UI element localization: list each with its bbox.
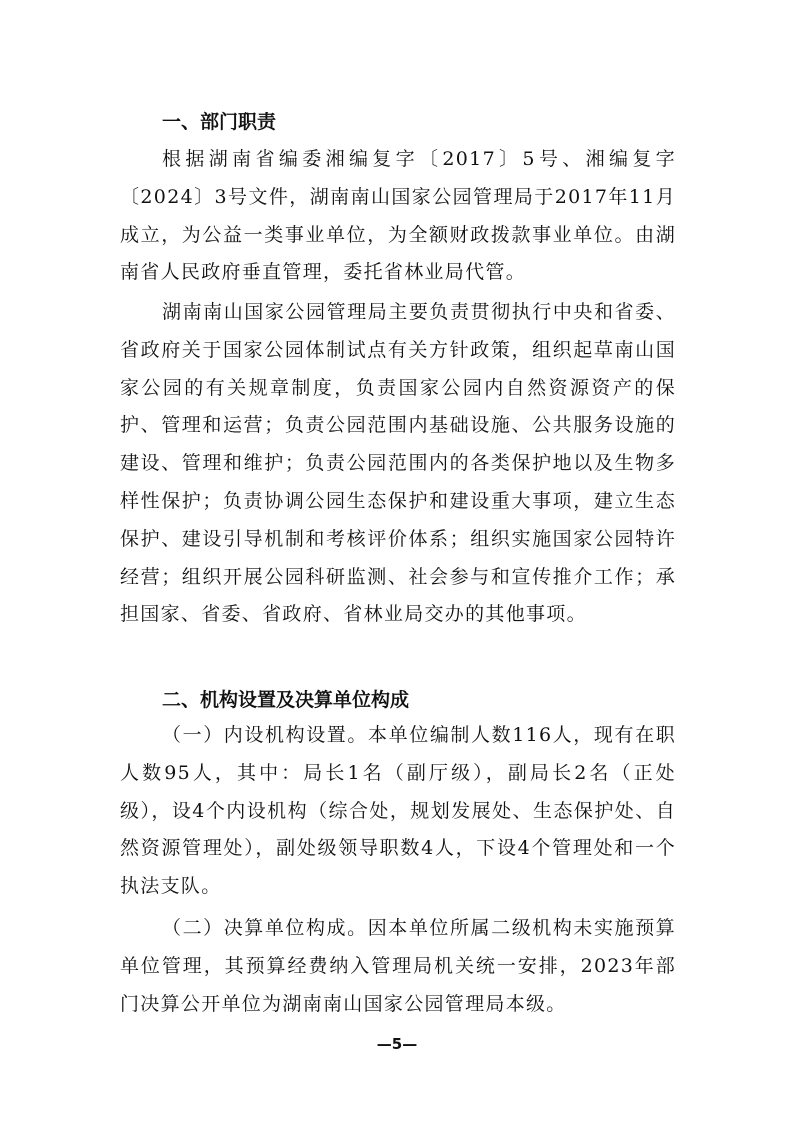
paragraph-internal-structure: （一）内设机构设置。本单位编制人数116人，现有在职人数95人，其中：局长1名（副厅级），副局长2名（正处级），设4个内设机构（综合处，规划发展处、生态保护处、自然资源管理处），副处级领导职数4人，下设4个管理处和一个执法支队。 [120,724,676,898]
page-number: —5— [376,1035,418,1053]
paragraph-accounting-unit: （二）决算单位构成。因本单位所属二级机构未实施预算单位管理，其预算经费纳入管理局机关统一安排，2023年部门决算公开单位为湖南南山国家公园管理局本级。 [120,917,676,1015]
paragraph-establishment: 根据湖南省编委湘编复字〔2017〕5号、湘编复字〔2024〕3号文件，湖南南山国家公园管理局于2017年11月成立，为公益一类事业单位，为全额财政拨款事业单位。由湖南省人民政府垂直管理，委托省林业局代管。 [120,148,676,284]
paragraph-responsibilities: 湖南南山国家公园管理局主要负责贯彻执行中央和省委、省政府关于国家公园体制试点有关方针政策，组织起草南山国家公园的有关规章制度，负责国家公园内自然资源资产的保护、管理和运营；负责公园范围内基础设施、公共服务设施的建设、管理和维护；负责公园范围内的各类保护地以及生物多样性保护；负责协调公园生态保护和建设重大事项，建立生态保护、建设引导机制和考核评价体系；组织实施国家公园特许经营；组织开展公园科研监测、社会参与和宣传推介工作；承担国家、省委、省政府、省林业局交办的其他事项。 [120,301,676,626]
section-heading-organization: 二、机构设置及决算单位构成 [162,689,410,711]
section-heading-duties: 一、部门职责 [162,111,277,133]
